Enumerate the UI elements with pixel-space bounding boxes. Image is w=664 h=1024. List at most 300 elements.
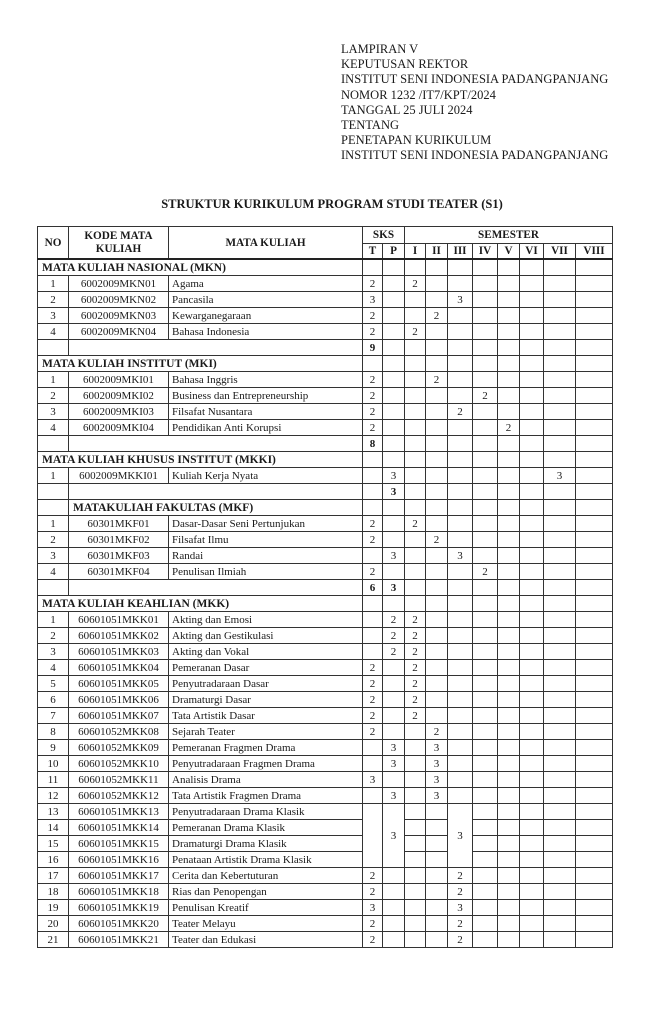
empty-cell	[38, 580, 69, 596]
table-row	[38, 564, 613, 580]
empty-cell	[473, 259, 498, 276]
semester-cell: 3	[426, 740, 448, 756]
sks-t-cell	[363, 612, 383, 628]
semester-cell	[473, 708, 498, 724]
sks-p-cell	[383, 308, 405, 324]
table-row	[38, 628, 613, 644]
semester-cell: 2	[405, 660, 426, 676]
empty-cell	[383, 259, 405, 276]
row-number: 3	[38, 644, 69, 660]
course-name: Pemeranan Drama Klasik	[169, 820, 363, 836]
semester-cell	[473, 804, 498, 820]
sks-p-cell: 3	[383, 468, 405, 484]
sks-t-cell: 2	[363, 692, 383, 708]
sks-p-cell	[383, 324, 405, 340]
course-code: 60301MKF04	[69, 564, 169, 580]
semester-cell: 2	[405, 692, 426, 708]
semester-cell	[473, 852, 498, 868]
semester-cell	[473, 308, 498, 324]
sks-t-cell: 2	[363, 868, 383, 884]
semester-cell	[544, 756, 576, 772]
sks-t-cell: 2	[363, 404, 383, 420]
semester-cell	[576, 868, 613, 884]
row-number: 4	[38, 660, 69, 676]
semester-cell	[544, 692, 576, 708]
semester-cell	[544, 420, 576, 436]
document-title: STRUKTUR KURIKULUM PROGRAM STUDI TEATER (S1)	[161, 197, 503, 211]
empty-cell	[544, 436, 576, 452]
header-sem-1: I	[405, 244, 426, 260]
empty-cell	[448, 596, 473, 612]
table-row	[38, 836, 613, 852]
empty-cell	[473, 500, 498, 516]
sks-t-cell: 2	[363, 372, 383, 388]
row-number: 6	[38, 692, 69, 708]
course-code: 60601051MKK14	[69, 820, 169, 836]
semester-cell	[520, 756, 544, 772]
empty-cell	[473, 484, 498, 500]
table-row	[38, 916, 613, 932]
semester-cell	[498, 404, 520, 420]
semester-cell	[473, 532, 498, 548]
empty-cell	[448, 340, 473, 356]
section-header-row	[38, 356, 613, 372]
semester-cell	[544, 852, 576, 868]
empty-cell	[498, 356, 520, 372]
semester-cell	[544, 276, 576, 292]
semester-cell	[426, 836, 448, 852]
row-number: 1	[38, 516, 69, 532]
semester-cell	[448, 612, 473, 628]
table-row	[38, 308, 613, 324]
section-title: MATA KULIAH NASIONAL (MKN)	[38, 259, 363, 276]
semester-cell	[426, 324, 448, 340]
semester-cell	[498, 772, 520, 788]
semester-cell: 3	[448, 292, 473, 308]
semester-cell	[448, 468, 473, 484]
section-header-row	[38, 500, 613, 516]
semester-cell	[498, 868, 520, 884]
row-number: 3	[38, 548, 69, 564]
course-name: Akting dan Emosi	[169, 612, 363, 628]
total-t: 6	[363, 580, 383, 596]
row-number: 1	[38, 276, 69, 292]
sks-t-cell	[363, 740, 383, 756]
semester-cell	[520, 372, 544, 388]
table-row	[38, 756, 613, 772]
table-row	[38, 420, 613, 436]
semester-cell	[473, 916, 498, 932]
course-code: 60601051MKK18	[69, 884, 169, 900]
semester-cell	[576, 708, 613, 724]
course-code: 60601052MKK09	[69, 740, 169, 756]
semester-cell	[544, 548, 576, 564]
empty-cell	[520, 340, 544, 356]
row-number: 2	[38, 388, 69, 404]
semester-cell: 2	[473, 388, 498, 404]
semester-cell	[544, 916, 576, 932]
semester-cell	[498, 916, 520, 932]
empty-cell	[405, 340, 426, 356]
table-row	[38, 468, 613, 484]
semester-cell	[426, 644, 448, 660]
semester-cell	[473, 612, 498, 628]
header-t: T	[363, 244, 383, 260]
empty-cell	[448, 452, 473, 468]
course-name: Pemeranan Dasar	[169, 660, 363, 676]
semester-cell	[426, 900, 448, 916]
semester-cell	[498, 836, 520, 852]
semester-cell	[544, 804, 576, 820]
semester-cell	[426, 292, 448, 308]
semester-cell	[498, 676, 520, 692]
empty-cell	[426, 356, 448, 372]
header-line: TENTANG	[341, 118, 400, 133]
semester-cell	[426, 932, 448, 948]
course-code: 6002009MKKI01	[69, 468, 169, 484]
course-name: Akting dan Gestikulasi	[169, 628, 363, 644]
semester-cell	[426, 708, 448, 724]
course-name: Penataan Artistik Drama Klasik	[169, 852, 363, 868]
semester-cell	[498, 692, 520, 708]
empty-cell	[520, 452, 544, 468]
semester-cell	[448, 628, 473, 644]
sks-t-cell: 2	[363, 660, 383, 676]
section-total-row	[38, 484, 613, 500]
semester-cell: 2	[405, 324, 426, 340]
course-code: 60601051MKK19	[69, 900, 169, 916]
semester-cell	[426, 804, 448, 820]
semester-cell	[473, 788, 498, 804]
semester-cell	[405, 772, 426, 788]
course-code: 60601051MKK13	[69, 804, 169, 820]
semester-cell	[426, 884, 448, 900]
sks-p-cell	[383, 932, 405, 948]
course-code: 60601051MKK03	[69, 644, 169, 660]
table-row	[38, 644, 613, 660]
semester-cell: 2	[426, 372, 448, 388]
header-semester: SEMESTER	[405, 227, 613, 244]
total-p: 3	[383, 484, 405, 500]
semester-cell	[405, 788, 426, 804]
section-total-row	[38, 340, 613, 356]
semester-cell	[520, 836, 544, 852]
table-row	[38, 692, 613, 708]
semester-cell	[544, 324, 576, 340]
header-sks: SKS	[363, 227, 405, 244]
empty-cell	[38, 484, 69, 500]
table-row	[38, 884, 613, 900]
table-row	[38, 276, 613, 292]
row-number: 4	[38, 420, 69, 436]
course-code: 60601051MKK16	[69, 852, 169, 868]
semester-cell	[520, 388, 544, 404]
total-t	[363, 484, 383, 500]
empty-cell	[363, 356, 383, 372]
semester-cell	[426, 852, 448, 868]
semester-cell: 3	[426, 772, 448, 788]
empty-cell	[544, 596, 576, 612]
semester-cell	[405, 820, 426, 836]
course-code: 60601051MKK05	[69, 676, 169, 692]
semester-cell	[520, 868, 544, 884]
empty-cell	[576, 259, 613, 276]
course-name: Dasar-Dasar Seni Pertunjukan	[169, 516, 363, 532]
row-number: 12	[38, 788, 69, 804]
semester-cell	[576, 564, 613, 580]
section-total-row	[38, 436, 613, 452]
course-name: Bahasa Inggris	[169, 372, 363, 388]
empty-cell	[448, 356, 473, 372]
semester-cell	[473, 756, 498, 772]
sks-p-cell	[383, 916, 405, 932]
empty-cell	[544, 356, 576, 372]
course-name: Penyutradaraan Fragmen Drama	[169, 756, 363, 772]
course-name: Penulisan Kreatif	[169, 900, 363, 916]
header-line: NOMOR 1232 /IT7/KPT/2024	[341, 87, 496, 102]
decree-header	[341, 42, 608, 164]
semester-cell	[498, 932, 520, 948]
empty-cell	[576, 340, 613, 356]
semester-cell	[576, 372, 613, 388]
course-name: Kewarganegaraan	[169, 308, 363, 324]
empty-cell	[520, 436, 544, 452]
semester-cell: 2	[426, 724, 448, 740]
semester-cell: 2	[448, 916, 473, 932]
table-row	[38, 708, 613, 724]
semester-cell	[498, 708, 520, 724]
course-name: Agama	[169, 276, 363, 292]
empty-cell	[426, 500, 448, 516]
semester-cell	[473, 676, 498, 692]
semester-cell	[576, 820, 613, 836]
semester-cell	[405, 868, 426, 884]
section-title: MATA KULIAH KHUSUS INSTITUT (MKKI)	[38, 452, 363, 468]
empty-cell	[69, 340, 363, 356]
semester-cell	[544, 516, 576, 532]
semester-cell	[473, 548, 498, 564]
empty-cell	[576, 500, 613, 516]
semester-cell	[498, 548, 520, 564]
semester-cell	[426, 516, 448, 532]
semester-cell	[426, 388, 448, 404]
total-p	[383, 436, 405, 452]
semester-cell: 2	[448, 404, 473, 420]
empty-cell	[69, 580, 363, 596]
course-name: Tata Artistik Fragmen Drama	[169, 788, 363, 804]
empty-cell	[473, 356, 498, 372]
semester-cell	[576, 916, 613, 932]
header-line: LAMPIRAN V	[341, 42, 419, 56]
empty-cell	[383, 356, 405, 372]
sks-t-cell: 2	[363, 932, 383, 948]
semester-cell	[544, 820, 576, 836]
semester-cell: 2	[448, 868, 473, 884]
sks-t-cell: 2	[363, 276, 383, 292]
semester-cell	[473, 900, 498, 916]
semester-cell	[448, 708, 473, 724]
row-number: 3	[38, 308, 69, 324]
course-code: 6002009MKN01	[69, 276, 169, 292]
semester-cell	[473, 692, 498, 708]
row-number: 7	[38, 708, 69, 724]
sks-t-cell: 2	[363, 676, 383, 692]
semester-cell	[498, 900, 520, 916]
empty-cell	[405, 596, 426, 612]
course-name: Penyutradaraan Drama Klasik	[169, 804, 363, 820]
semester-cell	[520, 788, 544, 804]
sks-t-cell: 2	[363, 708, 383, 724]
header-line: INSTITUT SENI INDONESIA PADANGPANJANG	[341, 72, 609, 87]
empty-cell	[383, 452, 405, 468]
semester-cell	[498, 644, 520, 660]
semester-cell	[520, 772, 544, 788]
semester-cell	[426, 692, 448, 708]
row-number: 8	[38, 724, 69, 740]
empty-cell	[498, 596, 520, 612]
semester-cell	[405, 308, 426, 324]
semester-cell	[448, 660, 473, 676]
semester-cell	[520, 548, 544, 564]
semester-cell	[405, 404, 426, 420]
semester-cell	[576, 516, 613, 532]
semester-cell	[473, 628, 498, 644]
course-name: Kuliah Kerja Nyata	[169, 468, 363, 484]
empty-cell	[405, 500, 426, 516]
empty-cell	[426, 452, 448, 468]
semester-cell	[405, 372, 426, 388]
sks-p-cell: 2	[383, 628, 405, 644]
semester-cell: 3	[448, 900, 473, 916]
semester-cell	[498, 324, 520, 340]
course-name: Filsafat Ilmu	[169, 532, 363, 548]
empty-cell	[576, 484, 613, 500]
table-row	[38, 740, 613, 756]
empty-cell	[405, 452, 426, 468]
course-code: 60601051MKK15	[69, 836, 169, 852]
semester-cell	[473, 868, 498, 884]
semester-cell	[576, 404, 613, 420]
course-name: Teater dan Edukasi	[169, 932, 363, 948]
semester-cell	[576, 836, 613, 852]
semester-cell	[448, 772, 473, 788]
sks-p-cell	[383, 372, 405, 388]
sks-t-cell	[363, 804, 383, 868]
semester-cell: 2	[498, 420, 520, 436]
empty-cell	[448, 500, 473, 516]
course-name: Business dan Entrepreneurship	[169, 388, 363, 404]
semester-cell	[426, 276, 448, 292]
empty-cell	[383, 500, 405, 516]
semester-cell	[498, 612, 520, 628]
row-number: 1	[38, 468, 69, 484]
header-no: NO	[38, 227, 69, 260]
semester-cell	[448, 740, 473, 756]
course-code: 60601051MKK02	[69, 628, 169, 644]
empty-cell	[363, 596, 383, 612]
sks-p-cell	[383, 532, 405, 548]
total-t: 8	[363, 436, 383, 452]
course-code: 60601051MKK04	[69, 660, 169, 676]
empty-cell	[520, 356, 544, 372]
sks-p-cell	[383, 772, 405, 788]
empty-cell	[544, 452, 576, 468]
semester-cell	[448, 564, 473, 580]
course-code: 6002009MKN04	[69, 324, 169, 340]
semester-cell	[520, 884, 544, 900]
sks-t-cell: 2	[363, 564, 383, 580]
semester-cell	[520, 916, 544, 932]
table-row	[38, 804, 613, 820]
table-row	[38, 372, 613, 388]
course-code: 60601051MKK20	[69, 916, 169, 932]
semester-cell	[498, 884, 520, 900]
sks-t-cell	[363, 756, 383, 772]
semester-cell	[520, 308, 544, 324]
empty-cell	[426, 259, 448, 276]
semester-cell: 2	[473, 564, 498, 580]
total-t: 9	[363, 340, 383, 356]
semester-cell	[544, 644, 576, 660]
semester-cell	[576, 548, 613, 564]
header-line: KEPUTUSAN REKTOR	[341, 57, 469, 72]
semester-cell	[426, 916, 448, 932]
sks-t-cell: 2	[363, 324, 383, 340]
course-name: Penyutradaraan Dasar	[169, 676, 363, 692]
semester-cell	[576, 756, 613, 772]
course-code: 60601052MKK10	[69, 756, 169, 772]
course-name: Filsafat Nusantara	[169, 404, 363, 420]
semester-cell	[473, 644, 498, 660]
semester-cell: 2	[448, 932, 473, 948]
semester-cell	[405, 932, 426, 948]
empty-cell	[426, 484, 448, 500]
row-number: 2	[38, 628, 69, 644]
semester-cell	[544, 884, 576, 900]
semester-cell	[520, 740, 544, 756]
semester-cell: 2	[405, 628, 426, 644]
semester-cell	[448, 324, 473, 340]
semester-cell	[498, 292, 520, 308]
empty-cell	[363, 259, 383, 276]
empty-cell	[448, 436, 473, 452]
table-row	[38, 532, 613, 548]
section-header-row	[38, 596, 613, 612]
semester-cell	[544, 724, 576, 740]
semester-cell	[520, 820, 544, 836]
semester-cell: 2	[405, 276, 426, 292]
semester-cell	[520, 532, 544, 548]
sks-t-cell: 2	[363, 724, 383, 740]
semester-cell	[473, 404, 498, 420]
section-title: MATAKULIAH FAKULTAS (MKF)	[69, 500, 363, 516]
course-code: 6002009MKI04	[69, 420, 169, 436]
semester-cell	[576, 740, 613, 756]
header-kode: KODE MATA KULIAH	[69, 227, 169, 260]
sks-t-cell: 2	[363, 884, 383, 900]
semester-cell	[405, 724, 426, 740]
semester-cell	[473, 772, 498, 788]
sks-p-cell	[383, 388, 405, 404]
empty-cell	[544, 500, 576, 516]
semester-cell	[576, 628, 613, 644]
empty-cell	[576, 452, 613, 468]
semester-cell	[448, 372, 473, 388]
empty-cell	[473, 580, 498, 596]
row-number: 2	[38, 292, 69, 308]
empty-cell	[498, 452, 520, 468]
sks-t-cell	[363, 628, 383, 644]
